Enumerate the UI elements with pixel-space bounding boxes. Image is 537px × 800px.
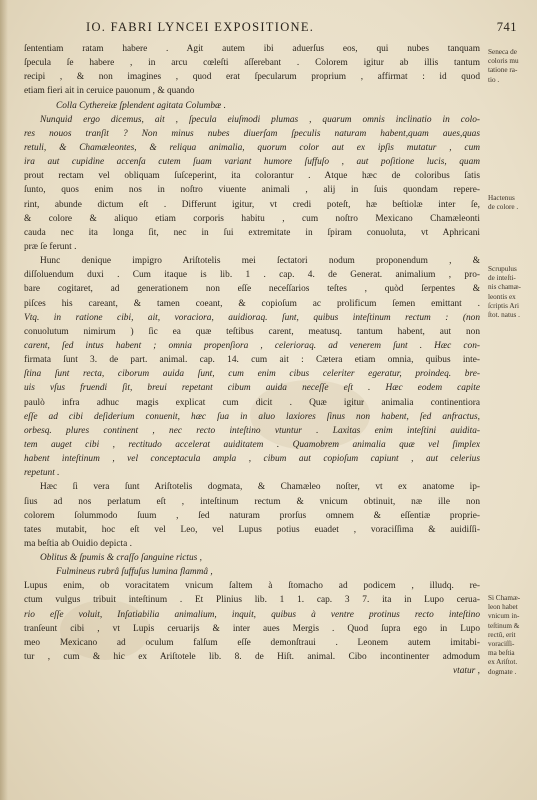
text-line: ma beſtia ab Ouidio depicta . bbox=[24, 538, 132, 549]
quote-line: uis vſus fruendi ſit, breui repetant cibum auida neceſſe eſt . Hæc eodem capite bbox=[24, 383, 480, 394]
text-line: piſces his careant, & tamen coeant, & copioſum ac prolificum ſemen emittant . bbox=[24, 298, 480, 309]
text-line: recipi , & non imagines , quod erat ſpecularum proprium , affirmat : id quod bbox=[24, 72, 480, 83]
verse-line: Oblitus & ſpumis & craſſo ſanguine rictus , bbox=[40, 553, 202, 564]
quote-line: repetunt . bbox=[24, 468, 60, 479]
text-line: ſpecula ſe habere , in arcu cœleſti aſſerebant . Colorem igitur ab illis tantum bbox=[24, 58, 480, 69]
text-line: præ ſe ferunt . bbox=[24, 241, 77, 252]
margin-note: Hactenus de colore . bbox=[488, 194, 519, 212]
text-line: ſententiam ratam habere . Agit autem ibi aduerſus eos, qui nubes tanquam bbox=[24, 44, 480, 54]
quote-line: retuli, & Chamæleontes, & reliqua animalia, quorum color aut ex ipſis mutatur , cum bbox=[24, 142, 480, 153]
verse-line: Colla Cythereiæ ſplendent agitata Columbæ . bbox=[56, 100, 226, 111]
text-line: rint, abunde dictum eſt . Differunt igitur, vt credi poteſt, hæ beſtiolæ inter ſe, bbox=[24, 199, 480, 210]
margin-note: Seneca de coloris mu tatione ra- tio . bbox=[488, 48, 519, 84]
page-number: 741 bbox=[496, 20, 517, 34]
verse-line: Fulmineus rubrâ ſuffuſus lumina flammâ , bbox=[56, 567, 213, 578]
text-line: tranſeunt cibi , vt Lupis ceruarijs & inter aues Mergis . Quod ſupra ego in Lupo bbox=[24, 623, 480, 634]
page-header bbox=[86, 20, 517, 40]
text-line: tur , cum & hic ex Ariſtotele lib. 8. de Hiſt. animal. Cibo incontinenter admodum bbox=[24, 652, 480, 663]
text-line: colorem ſolummodo ſuum , ſed naturam prorſus omnem & eſſentiæ proprie- bbox=[24, 510, 480, 521]
paragraph-start: Hæc ſi vera ſunt Ariſtotelis dogmata, & Chamæleo noſter, vt ex anatome ip- bbox=[40, 482, 480, 493]
text-line: firmata ſunt 3. de part. animal. cap. 14. cum ait : Cætera etiam omnia, quibus inte- bbox=[24, 355, 480, 366]
margin-note: Si Chamæ- leon habet vnicum in- teſtinum & rectũ, erit voraciſſi- ma beſtia ex Ariſtot. dogmate . bbox=[488, 594, 521, 676]
text-line: bare cogitaret, ad generationem non eſſe neceſſarios teſtes , quòd ſerpentes & bbox=[24, 284, 480, 295]
text-line: paulò infra adhuc magis explicat cum dicit . Quæ igitur animalia continentiora bbox=[24, 397, 480, 408]
quote-line: Nunquid ergo dicemus, ait , ſpecula eiuſmodi plumas , quarum omnis inclinatio in colo- bbox=[40, 114, 480, 125]
text-line: vtatur , bbox=[453, 666, 480, 677]
text-line: & colore & aliquo etiam corporis habitu , cum noſtro Mexicano Chamæleonti bbox=[24, 213, 480, 224]
body-text bbox=[24, 42, 480, 678]
quote-line: rio eſſe voluit, Inſatiabilia animalium, inquit, quibus à ventre protinus recto inteſtino bbox=[24, 609, 480, 620]
quote-line: habent inteſtinum , vel conceptacula ampla , cibum aut copioſum capiunt , aut celerius bbox=[24, 454, 480, 465]
text-line: diſſoluendum duxi . Cum itaque is lib. 1 . cap. 4. de Generat. animalium , pro- bbox=[24, 270, 480, 281]
quote-line: carent, ſed intus habent ; omnia propenſiora , celerioraq. ad venerem ſunt . Hæc con- bbox=[24, 340, 480, 351]
text-line: cauda nec ita longa ſit, nec in ſui extremitate in ſpiram conuoluta, vt Aphricani bbox=[24, 227, 480, 238]
text-line: ſius ad nos perlatum eſt , inteſtinum rectum & vnicum obtinuit, næ ille non bbox=[24, 496, 480, 507]
text-line: ctum vulgus tribuit inteſtinum . Et Plinius lib. 1 1. cap. 3 7. ita in Lupo cerua- bbox=[24, 595, 480, 606]
running-head: IO. FABRI LYNCEI EXPOSITIONE. bbox=[86, 20, 315, 34]
text-line: meo Mexicano ad oculum falſum eſſe demonſtraui . Leonem autem imitabi- bbox=[24, 637, 480, 648]
quote-line: orbesq. plures continent , nec recto inteſtino vtuntur . Laxitas enim inteſtini auidita- bbox=[24, 425, 480, 436]
text-line: tates mutabit, hoc eſt vel Leo, vel Lupus potius euadet , voraciſſima & auidiſſi- bbox=[24, 524, 480, 535]
text-line: ſunto, quos enim nos in noſtro viuente animali , alij in ſuis quondam repere- bbox=[24, 185, 480, 196]
margin-note: Scrupulus de inteſti- nis chamæ- leontis ex ſcriptis Ari ſtot. natus . bbox=[488, 265, 521, 320]
text-line: Lupus enim, ob voracitatem vnicum ſaltem à ſtomacho ad podicem , illudq. re- bbox=[24, 581, 480, 592]
quote-line: eſſe ad cibi deſiderium conuenit, hæc ſua in aluo laxiores ſinus non habent, ſed anfractus, bbox=[24, 411, 480, 422]
quote-line: res nouos tranſit ? Non minus nubes diuerſam ſpeculis naturam habent,quam aues,quas bbox=[24, 128, 480, 139]
quote-line: Vtq. in ratione cibi, ait, voraciora, auidioraq. ſunt, quibus inteſtinum rectum : (non bbox=[24, 312, 480, 323]
paragraph-start: Hunc denique impigro Ariſtotelis mei ſectatori nodum proponendum , & bbox=[40, 256, 480, 267]
text-line: prout rectam vel obliquam ſuſceperint, ita colorantur . Atque hæc de coloribus ſatis bbox=[24, 171, 480, 182]
text-line: etiam fieri ait in ceruice pauonum , & quando bbox=[24, 86, 195, 97]
quote-line: ira aut cupidine accenſa cutem ſuam variant humore ſuffuſo , aut poſitione lucis, quam bbox=[24, 157, 480, 168]
text-line: conuolutum nimirum ) ſic ea quæ teſtibus carent, meatusq. tantum habent, aut non bbox=[24, 326, 480, 337]
quote-line: ſtina ſunt recta, ciborum auida ſunt, cum enim cibus celeriter egeratur, proindeq. bre- bbox=[24, 369, 480, 380]
quote-line: tem auget cibi , rectitudo accelerat auiditatem . Quamobrem animalia quæ vel ſimplex bbox=[24, 439, 480, 450]
